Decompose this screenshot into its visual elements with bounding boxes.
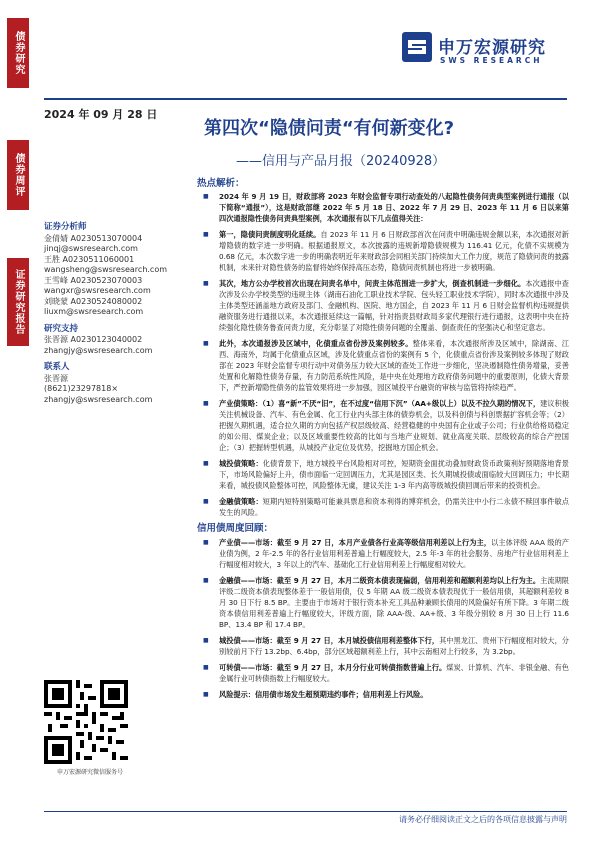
qr-caption: 申万宏源研究微信服务号 [56,769,123,776]
list-item: ■ 金融债——市场：截至 9 月 27 日，本月二级资本债表现偏弱，信用利差和超额利差均以上行为主。主流期限评级二级资本债表现整体差于一般信用债，仅 5 年期 AA 级二级资本债表现优于一般信用债，其超额利差较 8 月 30 日下行 8.5 BP。主要由于市场对于银行资本补充工具品种兼顾长债用的风险偏好有所下降。3 年期二级资本债信用利差普遍上行幅度较大，评级方面，除 AAA-级、AA+级、3 年级分别较 8 月 30 日上行 11.6 BP、13.4 BP 和 17.4 BP。 [197,575,569,630]
analysts-heading: 证券分析师 [44,222,87,232]
sidebar-tab-report: 证券研究报告 [7,258,29,346]
assistant-heading: 研究支持 [44,323,79,334]
main-content [197,178,569,705]
list-item: ■ 金融债策略：短期内短特别策略可能兼具票息和资本利得的博弈机会，仍需关注中小行二永债不赎回事件敏点发生的风险。 [197,496,569,518]
list-item: ■ 此外，本次通报涉及区域中，化债重点省份涉及案例较多。整体来看，本次通报所涉及区域中，除湖南、江西、海南外，均属于化债重点区域，涉及化债重点省份的案例有 5 个，化债重点省份涉及案例较多体现了财政部在 2023 年财会监督专项行动中对债务压力较大区域的查处工作进一步细化，坚决遏制隐性债务增量，妥善处置和化解隐性债务存量，有力防范系统性风险，是中央在处理地方政府债务问题中的重要原则，化债大背景下，严控新增隐性债务的监管效果将进一步加强，园区城投平台融资的审核与监管将持续趋严。 [197,338,569,393]
list-item: ■ 第一，隐债问责制度明化延续。自 2023 年 11 月 6 日财政部首次在问责中明确违规金额以来，本次通报对新增隐债的数字进一步明确。根据通报原文，本次披露的违规新增隐债规模为 116.41 亿元，化债不实规模为 0.68 亿元，本次数字进一步的明确表明近年来财政部会同相关部门持续加大工作力度，规范了隐债问责的披露机制，未来针对隐性债务的监督将始终保持高压态势，隐债问责机制也将进一步被明确。 [197,229,569,273]
sws-logo [402,28,567,78]
list-item: ■ 可转债——市场：截至 9 月 27 日，本月分行业可转债指数普遍上行。煤炭、计算机、汽车、非银金融、有色金属行业可转债指数上行幅度较大。 [197,662,569,684]
assistant-name: 张晋源 A0230123040002 [44,335,143,344]
sidebar [0,0,35,841]
analyst-email: wangsheng@swsresearch.com [44,265,168,274]
list-item: ■ 其次，地方公办学校首次出现在问责名单中，问责主体范围进一步扩大，倒查机制进一步细化。本次通报中查次涉及公办学校类型的违规主体（湖南石油化工职业技术学院、包头轻工职业技术学院），同时本次通报中涉及主体类型还涵盖地方政府及部门、金融机构、医院、地方国企，自 2023 年 11 月 6 日财会监督机构违规提供融资服务进行通报以来，本次通报延续这一篇幅，针对指责县财政局多家代理银行进行通报，这表明中央在持续强化隐性债务鲁查问责力度，充分彰显了对隐性债务问题的全覆盖、倒查责任的坚强决心和坚定意志。 [197,278,569,333]
assistant-email: zhangjy@swsresearch.com [44,345,153,355]
analyst-name: 王胜 A0230511060001 [44,254,135,264]
contact-email: zhangjy@swsresearch.com [44,394,153,404]
list-item: ■ 产业债策略：（1）喜“新”不厌“旧”，在不过度“信用下沉”（AA+级以上）以及不拉久期的情况下，建议积极关注机械设备、汽车、有色金属、化工行业内头部主体的债券机会，以及科创债与科创票据扩容机会等；（2）把握久期机遇，适合拉久期的方向包括产权层级较高、经营稳健的中央国有企业或子公司；行业供给格局稳定的如公用、煤炭企业；以及区域重要性较高的比如与当地产业规划、就业高度关联、层级较高的综合产控国企；（3）把握转型机遇，从城投产业定位及优势，挖掘地方国企机会。 [197,398,569,453]
report-date: 2024 年 09 月 28 日 [44,108,158,121]
hot-topic-heading: 热点解析： [197,178,245,189]
list-item: ■ 城投债策略：化债背景下，地方城投平台风险相对可控，短期资金面扰动叠加财政货币政策利好预期落地背景下，市场风险偏好上升，债市面临一定回调压力，尤其是园区类、长久期城投债或面临较大回调压力；中长期来看，城投债风险整体可控，风险整体无虞，建议关注 1-3 年内高等级城投债回调后带来的投资机会。 [197,458,569,491]
analyst-name: 王雪峰 A0230523070003 [44,275,143,285]
qr-code-icon [44,680,128,764]
analyst-email: wangxr@swsresearch.com [44,286,151,295]
contact-phone: (8621)23297818× [44,384,119,393]
contact-name: 张晋源 [44,373,68,383]
header-divider [44,98,567,100]
intro-paragraph: ■ 2024 年 9 月 19 日，财政部将 2023 年财会监督专项行动查处的八起隐性债务问责典型案例进行通报（以下简称“通报”），这是财政部继 2022 年 5 月 18 日、2022 年 7 月 29 日、2023 年 11 月 6 日以来第四次通报隐性债务问责典型案例，本次通报有以下几点值得关注： [197,191,569,224]
page-title: 第四次“隐债问责“有何新变化? [204,118,455,139]
analyst-email: liuxm@swsresearch.com [44,307,144,316]
list-item: ■ 风险提示：信用债市场发生超预期违约事件；信用利差上行风险。 [197,689,569,700]
logo-text-en: SWS RESEARCH [440,56,543,65]
list-item: ■ 产业债——市场：截至 9 月 27 日，本月产业债各行业高等级信用利差以上行为主，以主体评级 AAA 级的产业债为例，2 年-2.5 年的各行业信用利差普遍上行幅度较大，2.5 年-3 年的社会服务、房地产行业信用利差上行幅度相对较大，3 年以上的汽车、基础化工行业信用利差上行幅度相对较大。 [197,537,569,570]
analyst-email: jinqj@swsresearch.com [44,244,138,253]
sidebar-tab-bond-research: 债券研究 [7,18,29,88]
analyst-name: 金倩婧 A0230513070004 [44,233,143,243]
sws-logo-icon [402,32,432,62]
weekly-review-heading: 信用债周度回顾： [197,523,274,534]
footer-divider [44,811,567,812]
contact-heading: 联系人 [44,362,70,372]
logo-text-cn: 申万宏源研究 [438,38,546,58]
author-panel [44,140,168,405]
list-item: ■ 城投债——市场：截至 9 月 27 日，本月城投债信用利差整体下行，其中黑龙江、贵州下行幅度相对较大，分别较前月下行 13.2bp、6.4bp，部分区域超额利差上行，其中云南相对上行较多，为 3.2bp。 [197,635,569,657]
page-subtitle: ——信用与产品月报（20240928） [236,154,446,169]
disclaimer-footer: 请务必仔细阅读正文之后的各项信息披露与声明 [399,815,567,824]
sidebar-tab-weekly: 债券周评 [7,140,29,210]
analyst-name: 刘晓蒙 A0230524080002 [44,296,143,306]
